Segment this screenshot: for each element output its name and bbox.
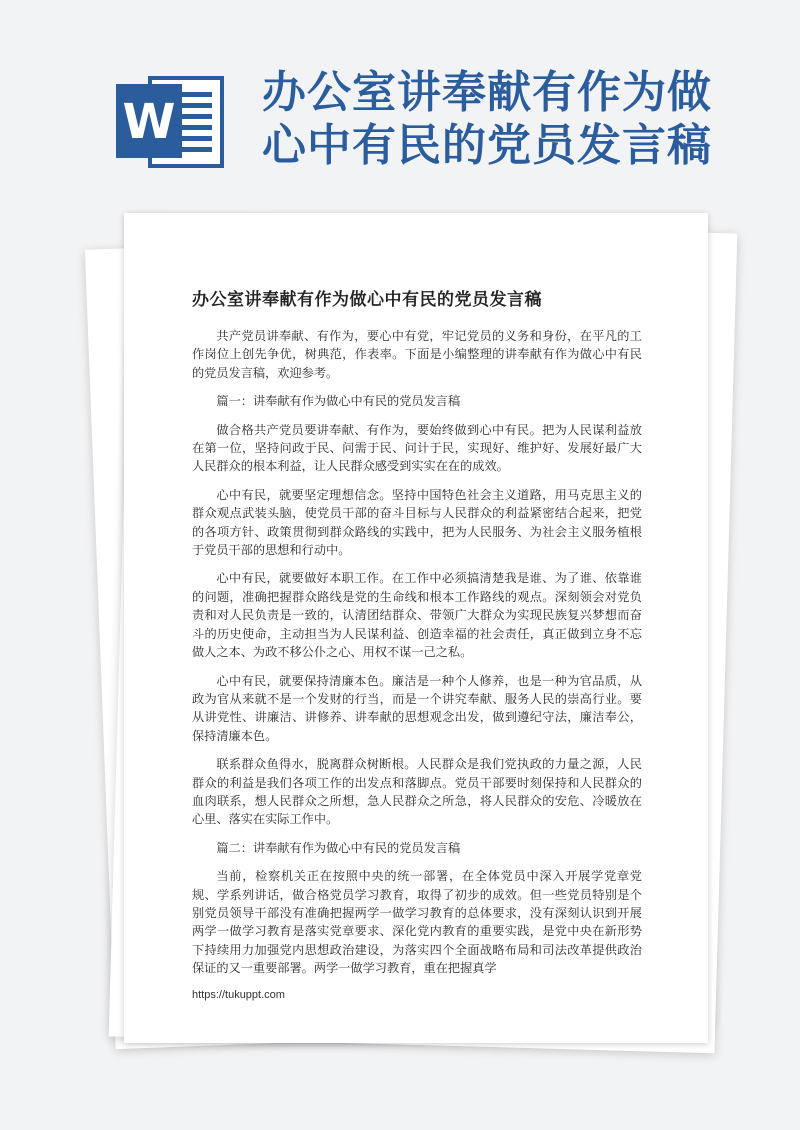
document-paragraph: 做合格共产党员要讲奉献、有作为，要始终做到心中有民。把为人民谋利益放在第一位，坚持问政于民、问需于民、问计于民，实现好、维护好、发展好最广大人民群众的根本利益，让人民群众感受到实实在在的成效。: [192, 422, 642, 474]
document-paragraph: 共产党员讲奉献、有作为，要心中有党，牢记党员的义务和身份，在平凡的工作岗位上创先争优，树典范，作表率。下面是小编整理的讲奉献有作为做心中有民的党员发言稿，欢迎参考。: [192, 329, 642, 380]
document-paragraph: 心中有民，就要做好本职工作。在工作中必须搞清楚我是谁、为了谁、依靠谁的问题，准确把握群众路线是党的生命线和根本工作路线的观点。深刻领会对党负责和对人民负责是一致的，认清团结群众、带领广大群众为实现民族复兴梦想而奋斗的历史使命，主动担当为人民谋利益、创造幸福的社会责任，真正做到立身不忘做人之本、为政不移公仆之心、用权不谋一己之私。: [192, 571, 642, 660]
word-document-icon: [116, 70, 226, 170]
page-title: [262, 66, 762, 172]
document-paragraph: 联系群众鱼得水，脱离群众树断根。人民群众是我们党执政的力量之源，人民群众的利益是我们各项工作的出发点和落脚点。党员干部要时刻保持和人民群众的血肉联系，想人民群众之所想，急人民群众之所急，将人民群众的安危、冷暖放在心里、落实在实际工作中。: [192, 757, 642, 827]
document-page: [124, 213, 708, 1043]
page-title-line-1: 办公室讲奉献有作为做: [262, 67, 712, 118]
document-body: [192, 327, 642, 988]
document-paragraph: 当前，检察机关正在按照中央的统一部署，在全体党员中深入开展学党章党规、学系列讲话，做合格党员学习教育，取得了初步的成效。但一些党员特别是个别党员领导干部没有准确把握两学一做学习教育的总体要求，没有深刻认识到开展两学一做学习教育是落实党章要求、深化党内教育的重要实践，是党中央在新形势下持续用力加强党内思想政治建设，为落实四个全面战略布局和司法改革提供政治保证的又一重要部署。两学一做学习教育，重在把握真学: [192, 869, 642, 976]
document-title: 办公室讲奉献有作为做心中有民的党员发言稿: [192, 290, 542, 310]
section-heading: 篇二：讲奉献有作为做心中有民的党员发言稿: [216, 840, 461, 855]
section-heading: 篇一：讲奉献有作为做心中有民的党员发言稿: [216, 394, 461, 409]
page-title-line-2: 心中有民的党员发言稿: [262, 120, 712, 171]
document-paragraph: 心中有民，就要坚定理想信念。坚持中国特色社会主义道路，用马克思主义的群众观点武装头脑，使党员干部的奋斗目标与人民群众的利益紧密结合起来，把党的各项方针、政策贯彻到群众路线的实践中，把为人民服务、为社会主义服务植根于党员干部的思想和行动中。: [192, 487, 642, 558]
word-letter-icon: W: [122, 94, 176, 150]
source-url: https://tukuppt.com: [192, 989, 285, 1001]
document-paragraph: 心中有民，就要保持清廉本色。廉洁是一种个人修养，也是一种为官品质，从政为官从来就不是一个发财的行当，而是一个讲究奉献、服务人民的崇高行业。要从讲党性、讲廉洁、讲修养、讲奉献的思想观念出发，做到遵纪守法，廉洁奉公，保持清廉本色。: [192, 673, 642, 743]
